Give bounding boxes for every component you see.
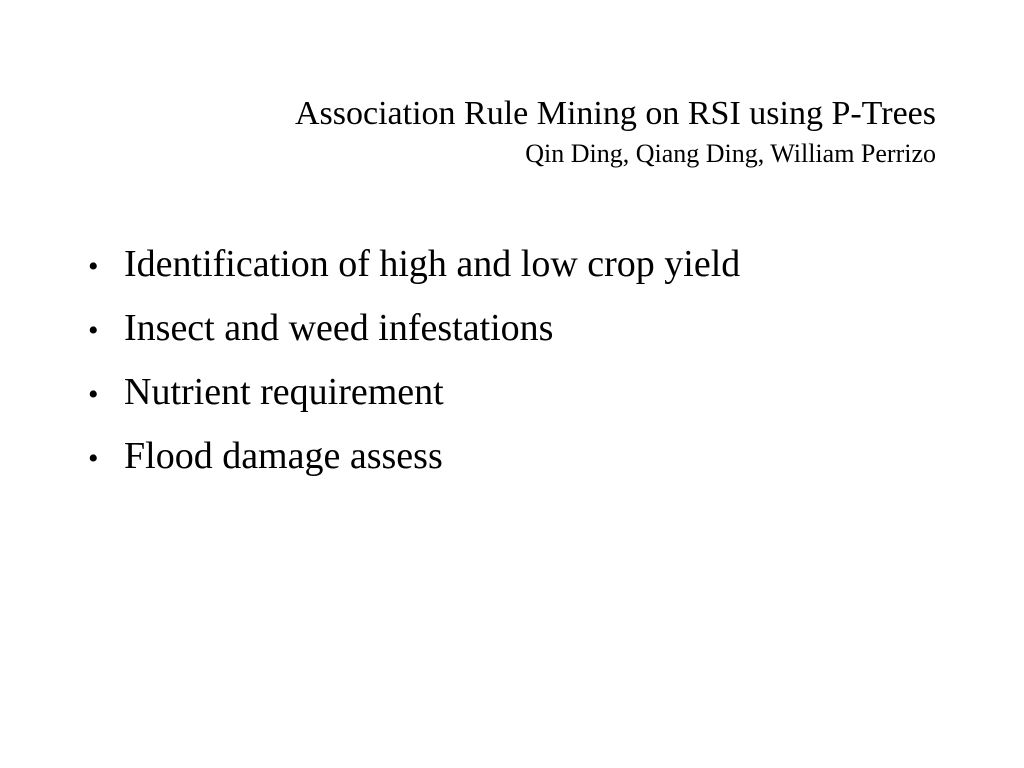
bullet-text: Insect and weed infestations — [124, 307, 554, 349]
bullet-item — [88, 232, 740, 296]
slide-title: Association Rule Mining on RSI using P-Trees — [294, 95, 936, 132]
bullet-icon: • — [88, 250, 99, 283]
bullet-icon: • — [88, 378, 99, 411]
bullet-list — [88, 232, 740, 488]
bullet-item — [88, 424, 740, 488]
bullet-text: Nutrient requirement — [124, 371, 444, 413]
bullet-text: Flood damage assess — [124, 435, 443, 477]
slide-subtitle: Qin Ding, Qiang Ding, William Perrizo — [525, 139, 936, 168]
bullet-text: Identification of high and low crop yield — [124, 243, 741, 285]
bullet-item — [88, 296, 740, 360]
bullet-icon: • — [88, 442, 99, 475]
bullet-icon: • — [88, 314, 99, 347]
bullet-item — [88, 360, 740, 424]
title-block — [60, 92, 936, 172]
